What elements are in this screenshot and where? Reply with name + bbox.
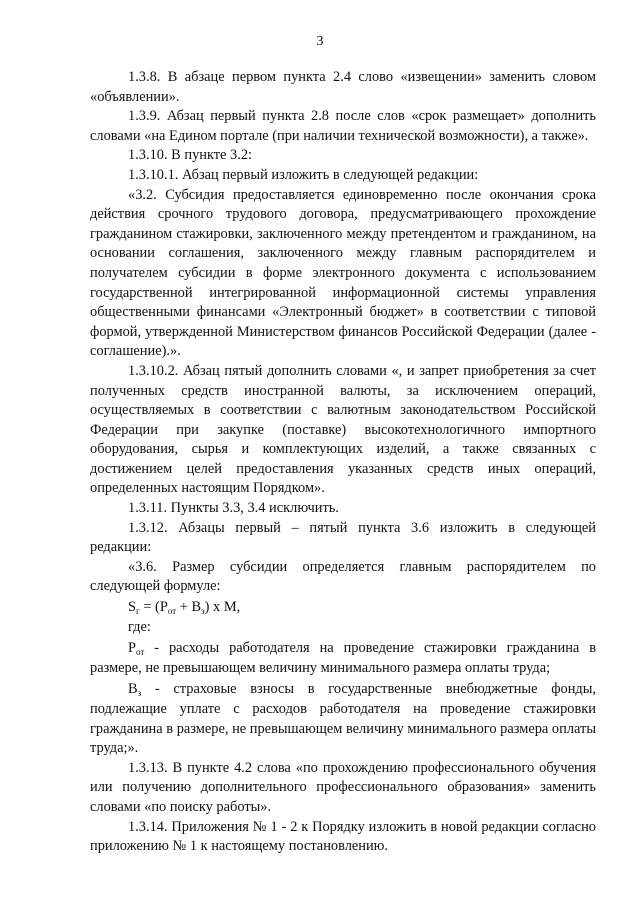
definition-p-text: - расходы работодателя на проведение стажировки гражданина в размере, не превышающем величину минимального размера оплаты труда; <box>90 640 596 676</box>
formula-eq-open: = (P <box>139 599 168 616</box>
definition-p-letter: P <box>128 640 137 657</box>
formula-b-sub: з <box>201 606 205 617</box>
formula-lead: S <box>128 599 137 616</box>
definition-b-text: - страховые взносы в государственные внебюджетные фонды, подлежащие уплате с расходов работодателя на проведение стажировки гражданина в размере, не превышающем величину минимального размера оплаты труда;». <box>90 681 596 757</box>
subsidy-formula <box>90 598 596 618</box>
paragraph-1-3-14: 1.3.14. Приложения № 1 - 2 к Порядку изложить в новой редакции согласно приложению № 1 к настоящему постановлению. <box>90 818 596 855</box>
document-body <box>90 68 596 857</box>
formula-lead-sub: г <box>136 606 140 617</box>
paragraph-1-3-13: 1.3.13. В пункте 4.2 слова «по прохождению профессионального обучения или получению дополнительного профессионального образования» заменить словами «по поиску работы». <box>90 759 596 815</box>
definition-b-sub: з <box>137 688 142 699</box>
quoted-paragraph-3-2: «3.2. Субсидия предоставляется единовременно после окончания срока действия срочного трудового договора, предусматривающего прохождение гражданином стажировки, заключенного между претендентом и гражданином, на основании соглашения, заключенного между главным распорядителем и получателем субсидии в форме электронного документа с использованием государственной интегрированной информационной системы управления общественными финансами «Электронный бюджет» в соответствии с типовой формой, утвержденной Министерством финансов Российской Федерации (далее - соглашение).». <box>90 186 596 360</box>
paragraph-1-3-11: 1.3.11. Пункты 3.3, 3.4 исключить. <box>128 500 339 517</box>
paragraph-1-3-12: 1.3.12. Абзацы первый – пятый пункта 3.6 изложить в следующей редакции: <box>90 519 596 556</box>
definition-b-letter: B <box>128 681 138 698</box>
paragraph-1-3-10-1: 1.3.10.1. Абзац первый изложить в следующей редакции: <box>128 166 479 183</box>
quoted-paragraph-3-6: «3.6. Размер субсидии определяется главным распорядителем по следующей формуле: <box>90 558 596 595</box>
formula-tail: ) х М, <box>204 599 241 616</box>
paragraph-1-3-9: 1.3.9. Абзац первый пункта 2.8 после слов «срок размещает» дополнить словами «на Едином портале (при наличии технической возможности), а также». <box>90 108 596 144</box>
formula-plus: + B <box>176 599 202 616</box>
where-label: где: <box>128 618 151 635</box>
definition-p-sub: от <box>136 647 145 658</box>
page-number: 3 <box>316 34 324 49</box>
paragraph-1-3-8: 1.3.8. В абзаце первом пункта 2.4 слово «извещении» заменить словом «объявлении». <box>90 69 596 105</box>
paragraph-1-3-10-2: 1.3.10.2. Абзац пятый дополнить словами «, и запрет приобретения за счет полученных средств иностранной валюты, за исключением операций, осуществляемых в соответствии с валютным законодательством Российской Федерации при закупке (поставке) высокотехнологичного импортного оборудования, сырья и комплектующих изделий, а также связанных с достижением целей предоставления указанных средств иных операций, определенных настоящим Порядком». <box>90 362 596 497</box>
definition-p <box>90 639 596 678</box>
formula-p-sub: от <box>167 606 177 617</box>
definition-b <box>90 680 596 758</box>
paragraph-1-3-10: 1.3.10. В пункте 3.2: <box>128 147 253 164</box>
